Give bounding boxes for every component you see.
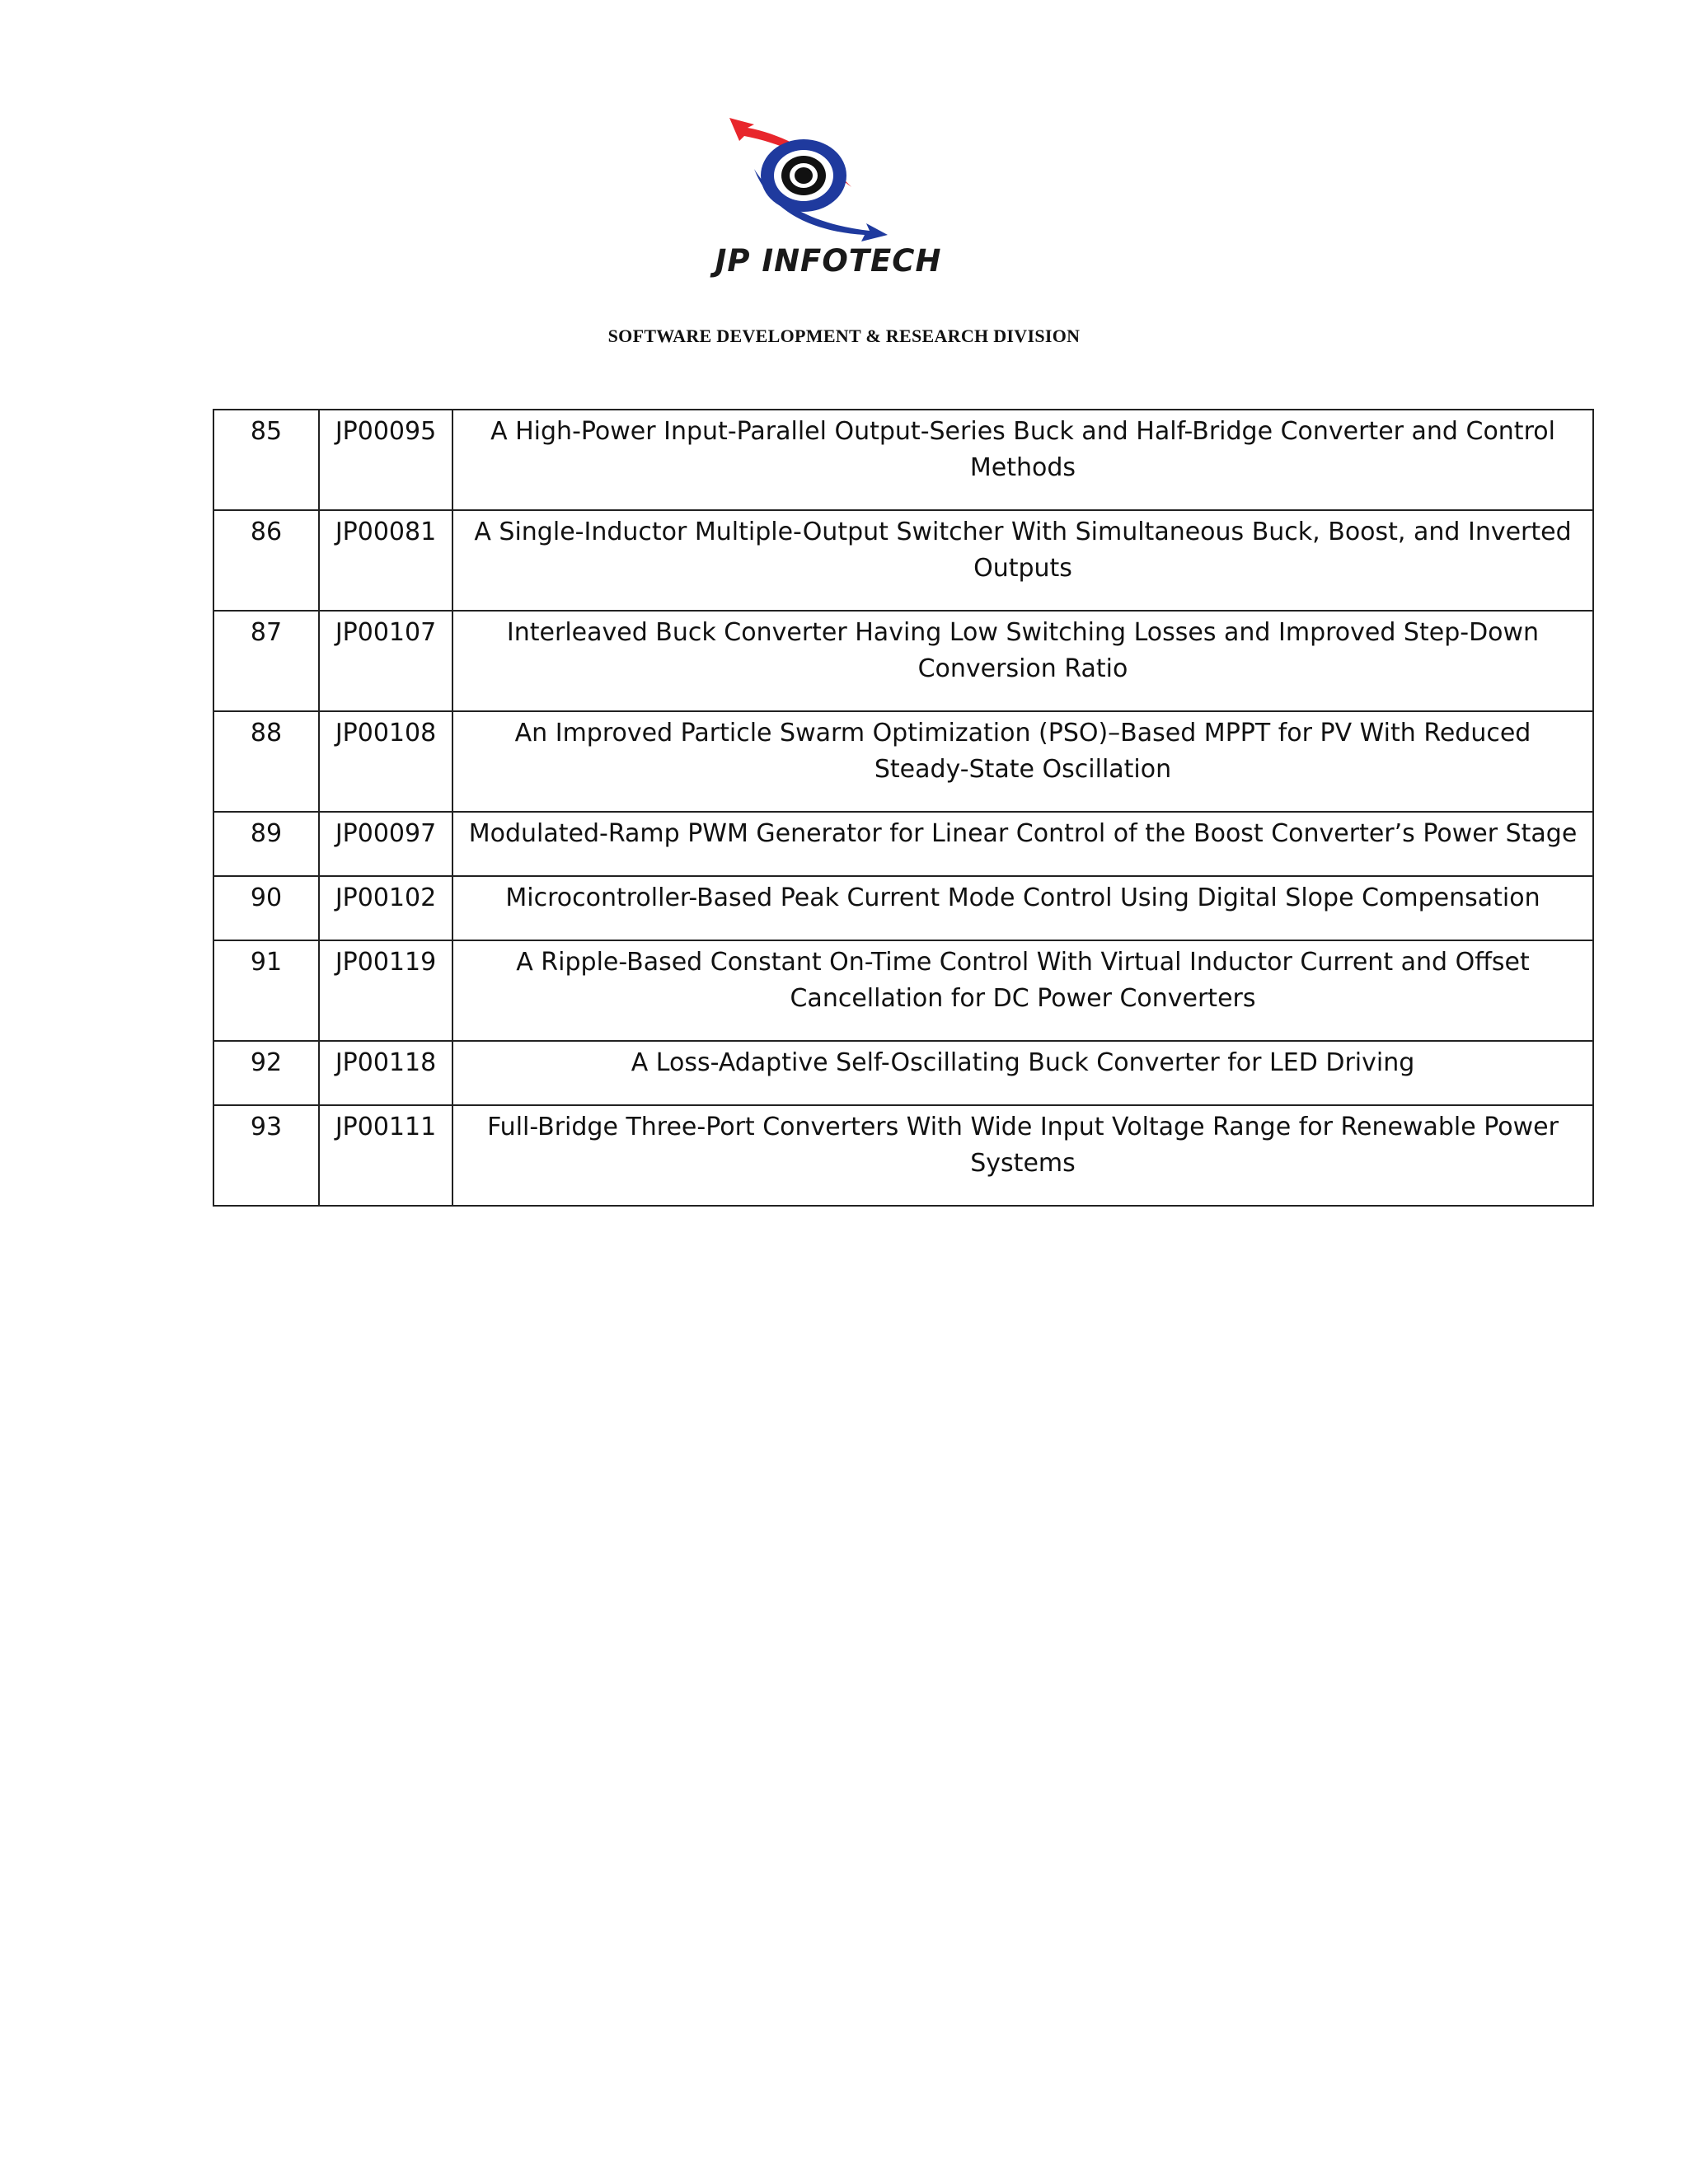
table-row [213,876,1593,940]
project-title: Interleaved Buck Converter Having Low Switching Losses and Improved Step-Down Conversion Ratio [452,611,1593,711]
project-title: An Improved Particle Swarm Optimization (PSO)–Based MPPT for PV With Reduced Steady-State Oscillation [452,711,1593,812]
project-title: Microcontroller-Based Peak Current Mode Control Using Digital Slope Compensation [452,876,1593,940]
project-code: JP00108 [319,711,452,812]
project-title: A Ripple-Based Constant On-Time Control With Virtual Inductor Current and Offset Cancellation for DC Power Converters [452,940,1593,1041]
project-code: JP00111 [319,1105,452,1206]
project-code: JP00081 [319,510,452,611]
project-table-body [213,410,1593,1206]
logo-text: JP INFOTECH [715,243,942,279]
table-row [213,611,1593,711]
row-number: 90 [213,876,319,940]
project-code: JP00095 [319,410,452,510]
row-number: 86 [213,510,319,611]
project-title: A Loss-Adaptive Self-Oscillating Buck Converter for LED Driving [452,1041,1593,1105]
table-row [213,1105,1593,1206]
row-number: 88 [213,711,319,812]
project-title: A High-Power Input-Parallel Output-Series Buck and Half-Bridge Converter and Control Methods [452,410,1593,510]
table-row [213,812,1593,876]
logo-emblem-icon [705,111,952,243]
project-table [213,409,1594,1207]
row-number: 92 [213,1041,319,1105]
project-title: Modulated-Ramp PWM Generator for Linear Control of the Boost Converter’s Power Stage [452,812,1593,876]
company-logo [705,111,952,288]
row-number: 85 [213,410,319,510]
project-title: Full-Bridge Three-Port Converters With Wide Input Voltage Range for Renewable Power Systems [452,1105,1593,1206]
table-row [213,711,1593,812]
project-code: JP00118 [319,1041,452,1105]
table-row [213,1041,1593,1105]
division-heading: SOFTWARE DEVELOPMENT & RESEARCH DIVISION [607,326,1081,346]
row-number: 93 [213,1105,319,1206]
table-row [213,940,1593,1041]
row-number: 87 [213,611,319,711]
table-row [213,510,1593,611]
project-title: A Single-Inductor Multiple-Output Switcher With Simultaneous Buck, Boost, and Inverted Outputs [452,510,1593,611]
table-row [213,410,1593,510]
row-number: 91 [213,940,319,1041]
row-number: 89 [213,812,319,876]
project-code: JP00102 [319,876,452,940]
project-code: JP00119 [319,940,452,1041]
project-code: JP00107 [319,611,452,711]
project-code: JP00097 [319,812,452,876]
